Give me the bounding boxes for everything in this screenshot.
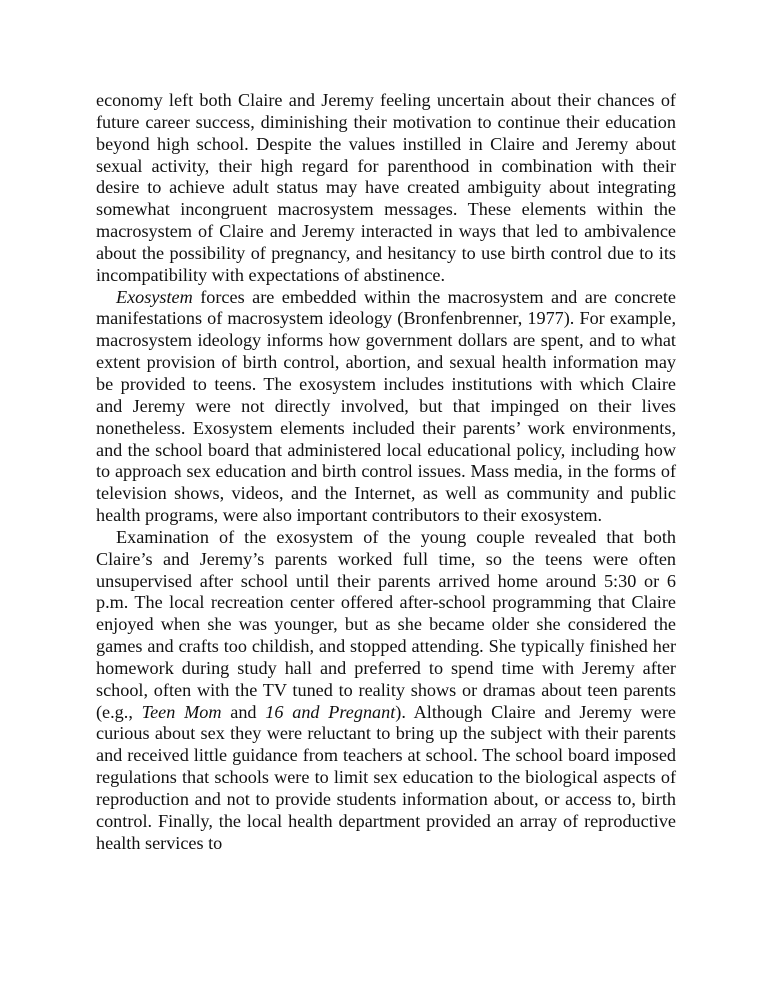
term-exosystem: Exosystem <box>116 286 193 307</box>
paragraph-3-text-a: Examination of the exosystem of the young couple revealed that both Claire’s and Jeremy’s parents worked full time, so the teens were often unsupervised after school until their parents arrived home around 5:30 or 6 p.m. The local recreation center offered after-school programming that Claire enjoyed when she was younger, but as she became older she considered the games and crafts too childish, and stopped attending. She typically finished her homework during study hall and preferred to spend time with Jeremy after school, often with the TV tuned to reality shows or dramas about teen parents (e.g., <box>96 526 676 722</box>
paragraph-3-text-b: and <box>221 701 266 722</box>
paragraph-3-text-c: ). Although Claire and Jeremy were curious about sex they were reluctant to bring up the subject with their parents and received little guidance from teachers at school. The school board imposed regulations that schools were to limit sex education to the biological aspects of reproduction and not to provide students information about, or access to, birth control. Finally, the local health department provided an array of reproductive health services to <box>96 701 676 853</box>
paragraph-2 <box>96 287 676 527</box>
paragraph-2-text: forces are embedded within the macrosystem and are concrete manifestations of macrosystem ideology (Bronfenbrenner, 1977). For example, macrosystem ideology informs how government dollars are spent, and to what extent provision of birth control, abortion, and sexual health information may be provided to teens. The exosystem includes institutions with which Claire and Jeremy were not directly involved, but that impinged on their lives nonetheless. Exosystem elements included their parents’ work environments, and the school board that administered local educational policy, including how to approach sex education and birth control issues. Mass media, in the forms of television shows, videos, and the Internet, as well as community and public health programs, were also important contributors to their exosystem. <box>96 286 676 526</box>
paragraph-1-text: economy left both Claire and Jeremy feeling uncertain about their chances of future career success, diminishing their motivation to continue their education beyond high school. Despite the values instilled in Claire and Jeremy about sexual activity, their high regard for parenthood in combination with their desire to achieve adult status may have created ambiguity about integrating somewhat incongruent macrosystem messages. These elements within the macrosystem of Claire and Jeremy interacted in ways that led to ambivalence about the possibility of pregnancy, and hesitancy to use birth control due to its incompatibility with expectations of abstinence. <box>96 90 676 285</box>
show-title-teen-mom: Teen Mom <box>141 701 222 722</box>
paragraph-1 <box>96 90 676 287</box>
paragraph-3 <box>96 527 676 855</box>
document-page <box>96 90 676 855</box>
show-title-16-and-pregnant: 16 and Pregnant <box>265 701 396 722</box>
